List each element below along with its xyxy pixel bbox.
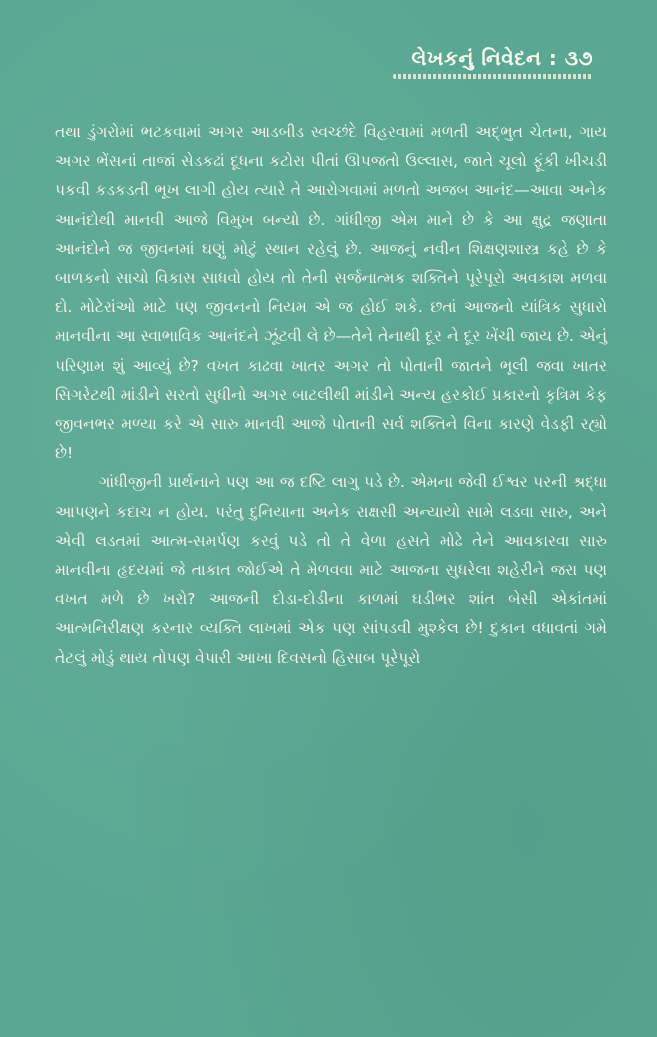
header-wavy-rule bbox=[393, 74, 593, 79]
paragraph-1: તથા ડુંગરોમાં ભટકવામાં અગર આડબીડ સ્વચ્છંદે વિહરવામાં મળતી અદ્ભુત ચેતના, ગાય અગર ભેંસનાં તાજાં સેડકઢાં દૂધના કટોરા પીતાં ઊપજતો ઉલ્લાસ, જાતે ચૂલો ફૂંકી ખીચડી પકવી કડકડતી ભૂખ લાગી હોય ત્યારે તે આરોગવામાં મળતો અજબ આનંદ—આવા અનેક આનંદોથી માનવી આજે વિમુખ બન્યો છે. ગાંધીજી એમ માને છે કે આ ક્ષુદ્ર જણાતા આનંદોને જ જીવનમાં ઘણું મોટું સ્થાન રહેલું છે. આજનું નવીન શિક્ષણશાસ્ત્ર કહે છે કે બાળકનો સાચો વિકાસ સાધવો હોય તો તેની સર્જનાત્મક શક્તિને પૂરેપૂરો અવકાશ મળવા દો. મોટેરાંઓ માટે પણ જીવનનો નિયમ એ જ હોઈ શકે. છતાં આજનો યાંત્રિક સુધારો માનવીના આ સ્વાભાવિક આનંદને ઝૂંટવી લે છે—તેને તેનાથી દૂર ને દૂર ખેંચી જાય છે. એનું પરિણામ શું આવ્યું છે? વખત કાઢવા ખાતર અગર તો પોતાની જાતને ભૂલી જવા ખાતર સિગરેટથી માંડીને સરતો સુધીનો અગર બાટલીથી માંડીને અન્ય હરકોઈ પ્રકારનો કૃત્રિમ કેફ જીવનભર મળ્યા કરે એ સારુ માનવી આજે પોતાની સર્વ શક્તિને વિના કારણે વેડફી રહ્યો છે! bbox=[55, 123, 607, 463]
running-header bbox=[393, 46, 593, 79]
body-text bbox=[55, 118, 607, 673]
header-title: લેખકનું નિવેદન : ૩૭ bbox=[411, 46, 593, 70]
paragraph-2: ગાંધીજીની પ્રાર્થનાને પણ આ જ દષ્ટિ લાગુ પડે છે. એમના જેવી ઈશ્વર પરની શ્રદ્ધા આપણને કદાચ ન હોય. પરંતુ દુનિયાના અનેક રાક્ષસી અન્યાયો સામે લડવા સારુ, અને એવી લડતમાં આત્મ-સમર્પણ કરવું પડે તો તે વેળા હસતે મોઢે તેને આવકારવા સારુ માનવીના હૃદયમાં જે તાકાત જોઈએ તે મેળવવા માટે આજના સુધરેલા શહેરીને જરા પણ વખત મળે છે ખરો? આજની દોડા-દોડીના કાળમાં ઘડીભર શાંત બેસી એકાંતમાં આત્મનિરીક્ષણ કરનાર વ્યક્તિ લાખમાં એક પણ સાંપડવી મુશ્કેલ છે! દુકાન વધાવતાં ગમે તેટલું મોડું થાય તોપણ વેપારી આખા દિવસનો હિસાબ પૂરેપૂરો bbox=[55, 473, 607, 667]
